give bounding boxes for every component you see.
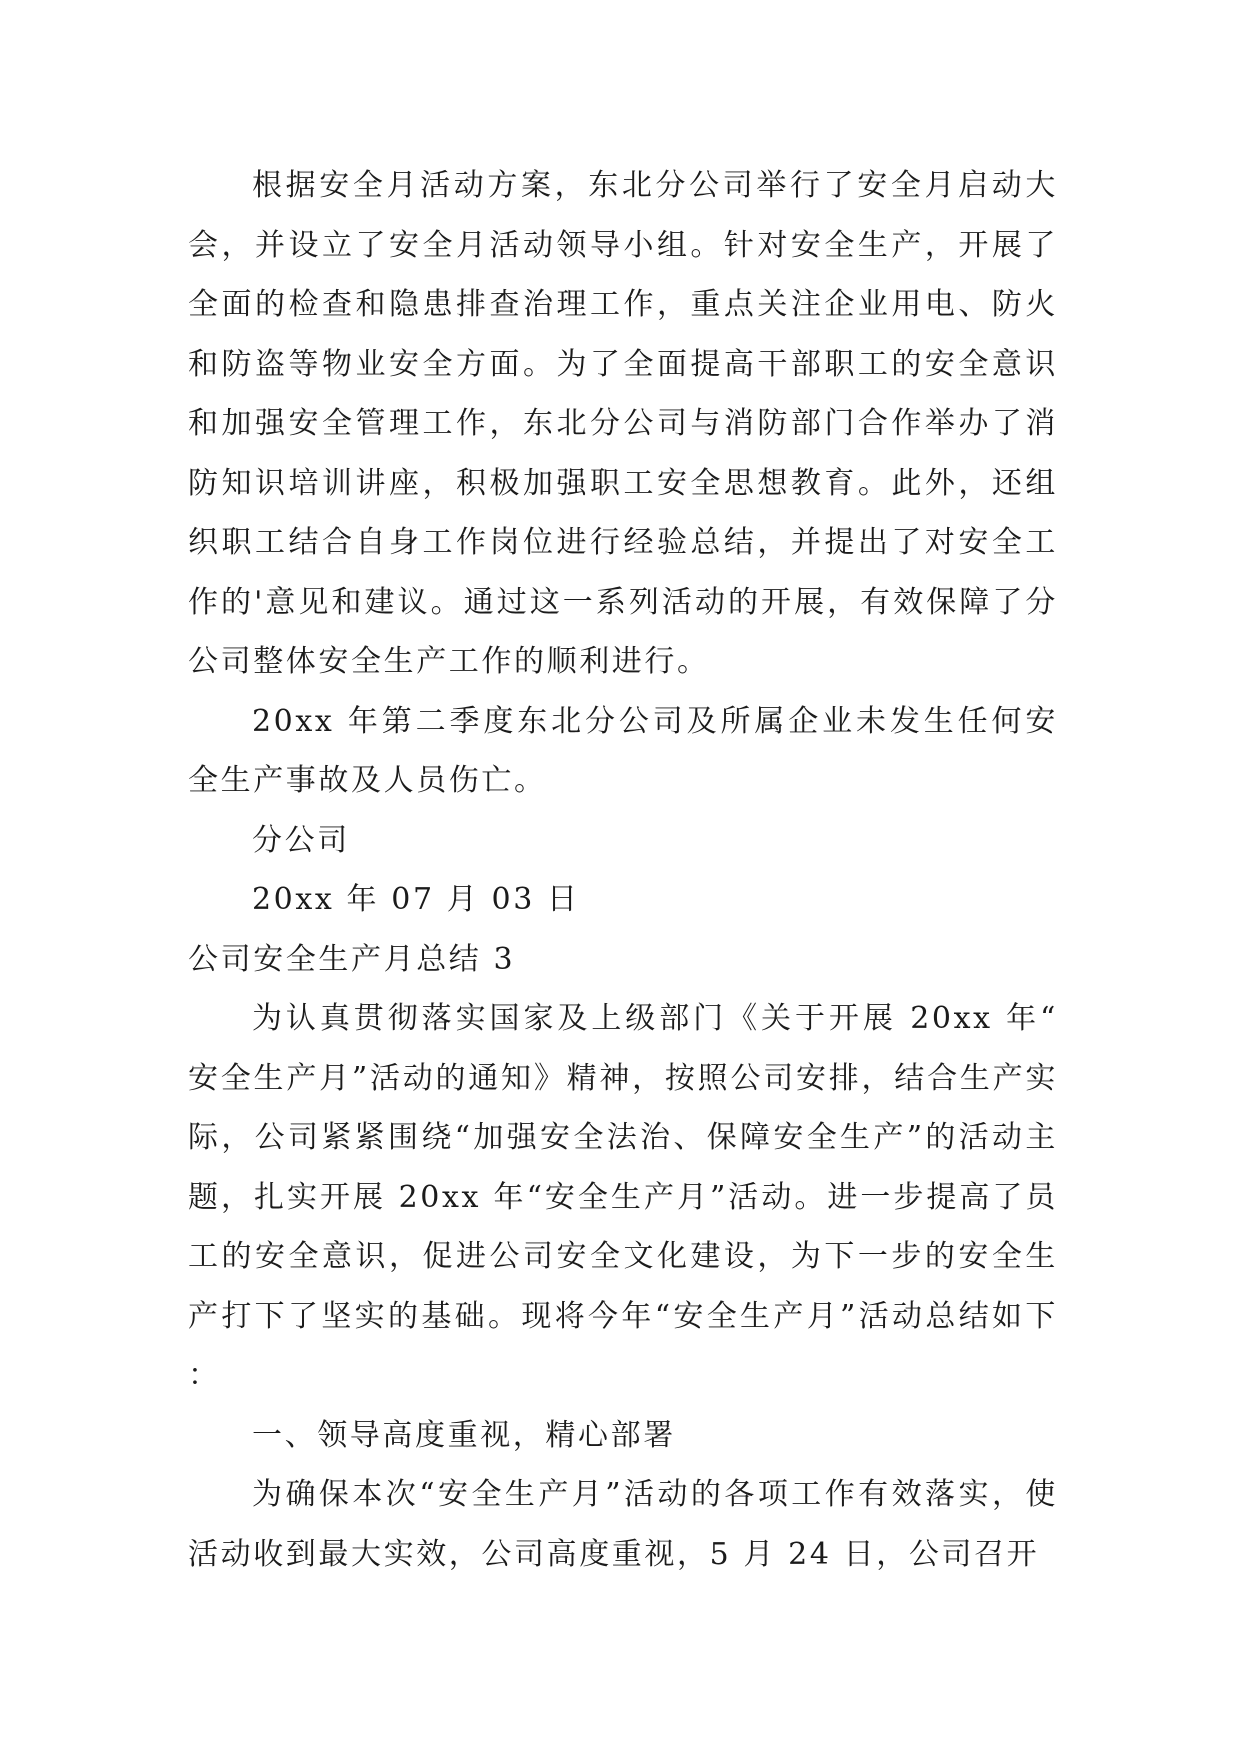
paragraph-safety-month-activities: 根据安全月活动方案，东北分公司举行了安全月启动大会，并设立了安全月活动领导小组。针对安全生产，开展了全面的检查和隐患排查治理工作，重点关注企业用电、防火和防盗等物业安全方面。为了全面提高干部职工的安全意识和加强安全管理工作，东北分公司与消防部门合作举办了消防知识培训讲座，积极加强职工安全思想教育。此外，还组织职工结合自身工作岗位进行经验总结，并提出了对安全工作的'意见和建议。通过这一系列活动的开展，有效保障了分公司整体安全生产工作的顺利进行。 — [188, 168, 1058, 679]
paragraph-intro-summary-3: 为认真贯彻落实国家及上级部门《关于开展 20xx 年“安全生产月”活动的通知》精神，按照公司安排，结合生产实际，公司紧紧围绕“加强安全法治、保障安全生产”的活动主题，扎实开展 20xx 年“安全生产月”活动。进一步提高了员工的安全意识，促进公司安全文化建设，为下一步的安全生产打下了坚实的基础。现将今年“安全生产月”活动总结如下： — [188, 1001, 1058, 1393]
signature-branch-company: 分公司 — [252, 822, 350, 858]
paragraph-leadership-details: 为确保本次“安全生产月”活动的各项工作有效落实，使活动收到最大实效，公司高度重视，5 月 24 日，公司召开 — [188, 1477, 1058, 1572]
document-body — [188, 156, 1058, 1584]
signature-date: 20xx 年 07 月 03 日 — [252, 882, 580, 917]
paragraph-no-accidents: 20xx 年第二季度东北分公司及所属企业未发生任何安全生产事故及人员伤亡。 — [188, 703, 1058, 798]
section-title-summary-3: 公司安全生产月总结 3 — [188, 941, 516, 977]
heading-leadership-attention: 一、领导高度重视，精心部署 — [252, 1417, 676, 1453]
